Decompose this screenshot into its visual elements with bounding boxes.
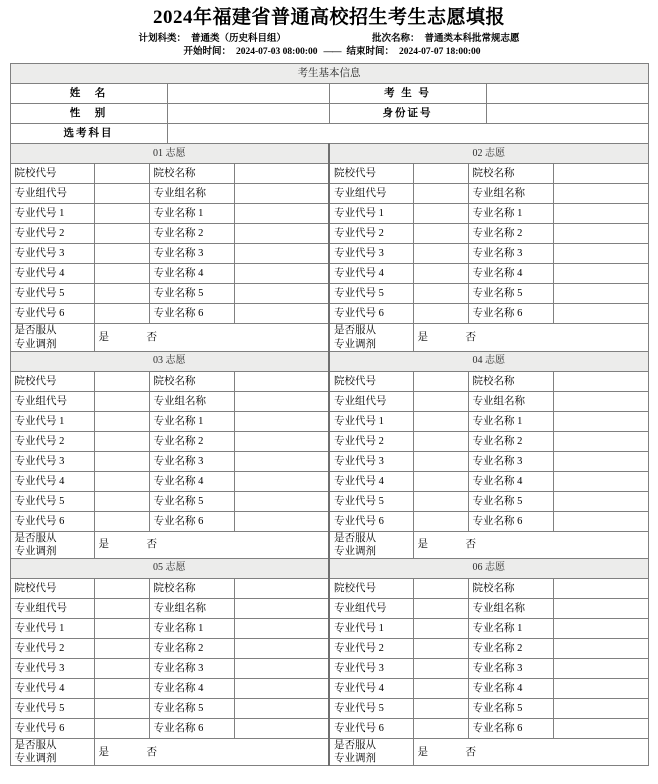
wish-06-adjust-yes-option[interactable]: 是	[417, 746, 428, 758]
wish-field-row	[10, 411, 648, 431]
wish-04-major-code-6-value[interactable]	[413, 511, 468, 531]
wish-title-01: 01 志愿	[10, 144, 329, 164]
wish-01-adjust-yes-option[interactable]: 是	[98, 332, 109, 344]
wish-field-row	[10, 678, 648, 698]
end-time-value: 2024-07-07 18:00:00	[399, 46, 481, 57]
wish-06-major-name-2-value[interactable]	[553, 638, 648, 658]
wish-04-major-name-4-label: 专业名称 4	[468, 471, 553, 491]
wish-title-05: 05 志愿	[10, 558, 329, 578]
wish-04-school-name-value[interactable]	[553, 371, 648, 391]
wish-04-major-name-1-label: 专业名称 1	[468, 411, 553, 431]
wish-04-major-code-4-value[interactable]	[413, 471, 468, 491]
wish-02-adjust-label	[329, 324, 413, 351]
wish-04-major-name-5-label: 专业名称 5	[468, 491, 553, 511]
wish-04-major-code-2-label: 专业代号 2	[329, 431, 413, 451]
page-title: 2024年福建省普通高校招生考生志愿填报	[152, 7, 505, 28]
wish-05-school-code-value[interactable]	[94, 578, 149, 598]
wish-03-major-name-6-label: 专业名称 6	[149, 511, 234, 531]
wish-06-group-code-value[interactable]	[413, 598, 468, 618]
wish-05-major-code-5-value[interactable]	[94, 698, 149, 718]
wish-05-major-name-5-value[interactable]	[234, 698, 329, 718]
wish-03-major-name-2-value[interactable]	[234, 431, 329, 451]
wish-01-major-code-4-label: 专业代号 4	[10, 264, 94, 284]
wish-03-adjust-options	[94, 531, 329, 558]
wish-02-school-code-label: 院校代号	[329, 164, 413, 184]
wish-02-group-code-value[interactable]	[413, 184, 468, 204]
adjust-label-line2: 专业调剂	[334, 338, 376, 350]
wish-03-adjust-label	[10, 531, 94, 558]
wish-02-major-name-4-label: 专业名称 4	[468, 264, 553, 284]
wish-06-adjust-options	[413, 738, 648, 765]
wish-02-major-code-2-label: 专业代号 2	[329, 224, 413, 244]
wish-field-row	[10, 184, 648, 204]
wish-04-school-name-label: 院校名称	[468, 371, 553, 391]
wish-03-adjust-no-option[interactable]: 否	[146, 539, 157, 551]
wish-05-adjust-no-option[interactable]: 否	[146, 746, 157, 758]
wish-04-adjust-no-option[interactable]: 否	[465, 539, 476, 551]
wish-06-school-code-value[interactable]	[413, 578, 468, 598]
wish-01-major-name-4-label: 专业名称 4	[149, 264, 234, 284]
wish-01-major-name-3-label: 专业名称 3	[149, 244, 234, 264]
wish-04-major-code-1-label: 专业代号 1	[329, 411, 413, 431]
wish-field-row	[10, 451, 648, 471]
wish-05-group-code-value[interactable]	[94, 598, 149, 618]
wish-03-major-code-1-label: 专业代号 1	[10, 411, 94, 431]
wish-06-major-code-4-value[interactable]	[413, 678, 468, 698]
wish-03-group-name-label: 专业组名称	[149, 391, 234, 411]
wish-01-adjust-no-option[interactable]: 否	[146, 332, 157, 344]
wish-field-row	[10, 391, 648, 411]
wish-01-major-code-1-value[interactable]	[94, 204, 149, 224]
wish-field-row	[10, 471, 648, 491]
start-time-value: 2024-07-03 08:00:00	[235, 46, 318, 57]
adjust-label-line1: 是否服从	[334, 325, 376, 337]
wish-06-adjust-no-option[interactable]: 否	[465, 746, 476, 758]
wish-01-major-name-4-value[interactable]	[234, 264, 329, 284]
adjust-label-line1: 是否服从	[334, 739, 376, 751]
wish-title-04: 04 志愿	[329, 351, 648, 371]
wish-field-row	[10, 638, 648, 658]
wish-02-major-name-5-label: 专业名称 5	[468, 284, 553, 304]
wish-05-group-name-value[interactable]	[234, 598, 329, 618]
wish-06-major-name-4-value[interactable]	[553, 678, 648, 698]
wish-01-adjust-label	[10, 324, 94, 351]
wish-field-row	[10, 511, 648, 531]
wish-03-adjust-yes-option[interactable]: 是	[98, 539, 109, 551]
wish-05-school-name-label: 院校名称	[149, 578, 234, 598]
wish-04-group-name-value[interactable]	[553, 391, 648, 411]
wish-05-major-name-1-label: 专业名称 1	[149, 618, 234, 638]
wish-field-row	[10, 164, 648, 184]
wish-title-03: 03 志愿	[10, 351, 329, 371]
wish-field-row	[10, 284, 648, 304]
wish-blocks-container	[0, 143, 658, 766]
wish-01-major-code-5-label: 专业代号 5	[10, 284, 94, 304]
wish-06-group-code-label: 专业组代号	[329, 598, 413, 618]
wish-06-major-name-4-label: 专业名称 4	[468, 678, 553, 698]
wish-03-major-code-6-value[interactable]	[94, 511, 149, 531]
wish-03-group-name-value[interactable]	[234, 391, 329, 411]
wish-04-major-name-5-value[interactable]	[553, 491, 648, 511]
wish-02-major-code-2-value[interactable]	[413, 224, 468, 244]
elective-subjects-value[interactable]	[167, 124, 648, 144]
wish-02-major-name-5-value[interactable]	[553, 284, 648, 304]
wish-05-major-code-2-label: 专业代号 2	[10, 638, 94, 658]
basic-info-row-subjects	[10, 124, 648, 144]
wish-04-major-name-3-label: 专业名称 3	[468, 451, 553, 471]
wish-03-major-code-2-label: 专业代号 2	[10, 431, 94, 451]
wish-04-major-code-4-label: 专业代号 4	[329, 471, 413, 491]
wish-06-major-name-6-label: 专业名称 6	[468, 718, 553, 738]
wish-02-major-code-5-value[interactable]	[413, 284, 468, 304]
wish-pair-table-05-06	[10, 558, 649, 766]
wish-06-school-name-value[interactable]	[553, 578, 648, 598]
plan-category-label: 计划科类：	[138, 33, 186, 44]
exam-number-label: 考 生 号	[329, 84, 486, 104]
wish-03-major-code-2-value[interactable]	[94, 431, 149, 451]
wish-04-major-code-1-value[interactable]	[413, 411, 468, 431]
wish-01-major-code-6-value[interactable]	[94, 304, 149, 324]
elective-subjects-label: 选考科目	[10, 124, 167, 144]
id-number-value[interactable]	[486, 104, 648, 124]
wish-02-school-code-value[interactable]	[413, 164, 468, 184]
wish-06-group-name-value[interactable]	[553, 598, 648, 618]
wish-05-school-code-label: 院校代号	[10, 578, 94, 598]
wish-02-major-name-4-value[interactable]	[553, 264, 648, 284]
wish-02-major-code-3-value[interactable]	[413, 244, 468, 264]
wish-03-major-code-5-label: 专业代号 5	[10, 491, 94, 511]
wish-03-major-name-5-label: 专业名称 5	[149, 491, 234, 511]
adjust-label-line2: 专业调剂	[14, 338, 57, 350]
wish-06-major-code-2-label: 专业代号 2	[329, 638, 413, 658]
wish-05-major-code-3-label: 专业代号 3	[10, 658, 94, 678]
adjust-label-line2: 专业调剂	[14, 545, 57, 557]
wish-03-major-name-3-label: 专业名称 3	[149, 451, 234, 471]
name-value[interactable]	[167, 84, 329, 104]
wish-05-major-code-4-label: 专业代号 4	[10, 678, 94, 698]
wish-06-major-code-5-label: 专业代号 5	[329, 698, 413, 718]
wish-03-school-code-value[interactable]	[94, 371, 149, 391]
wish-01-school-name-value[interactable]	[234, 164, 329, 184]
wish-04-group-code-value[interactable]	[413, 391, 468, 411]
wish-02-adjust-options	[413, 324, 648, 351]
wish-06-major-name-1-label: 专业名称 1	[468, 618, 553, 638]
wish-01-major-code-2-label: 专业代号 2	[10, 224, 94, 244]
wish-06-major-name-2-label: 专业名称 2	[468, 638, 553, 658]
wish-06-major-code-3-label: 专业代号 3	[329, 658, 413, 678]
wish-field-row	[10, 718, 648, 738]
wish-04-major-name-3-value[interactable]	[553, 451, 648, 471]
wish-field-row	[10, 491, 648, 511]
wish-06-school-name-label: 院校名称	[468, 578, 553, 598]
wish-01-major-name-3-value[interactable]	[234, 244, 329, 264]
wish-04-major-name-6-value[interactable]	[553, 511, 648, 531]
wish-02-major-code-6-value[interactable]	[413, 304, 468, 324]
wish-03-major-name-4-value[interactable]	[234, 471, 329, 491]
wish-04-adjust-label	[329, 531, 413, 558]
wish-06-major-name-5-label: 专业名称 5	[468, 698, 553, 718]
wish-05-major-name-2-value[interactable]	[234, 638, 329, 658]
wish-01-adjust-options	[94, 324, 329, 351]
adjust-label-line2: 专业调剂	[14, 753, 57, 765]
wish-04-major-name-2-label: 专业名称 2	[468, 431, 553, 451]
wish-03-major-name-3-value[interactable]	[234, 451, 329, 471]
wish-adjust-row	[10, 324, 648, 351]
adjust-label-line1: 是否服从	[14, 739, 57, 751]
wish-03-major-code-1-value[interactable]	[94, 411, 149, 431]
adjust-label-line1: 是否服从	[14, 325, 57, 337]
wish-02-major-code-1-value[interactable]	[413, 204, 468, 224]
wish-01-major-code-3-label: 专业代号 3	[10, 244, 94, 264]
wish-field-row	[10, 578, 648, 598]
wish-05-school-name-value[interactable]	[234, 578, 329, 598]
wish-03-major-code-4-value[interactable]	[94, 471, 149, 491]
wish-pair-table-03-04	[10, 351, 649, 559]
wish-02-school-name-label: 院校名称	[468, 164, 553, 184]
time-range-dash: ——	[323, 46, 341, 57]
adjust-label-line1: 是否服从	[334, 532, 376, 544]
wish-04-major-code-3-label: 专业代号 3	[329, 451, 413, 471]
wish-03-major-name-2-label: 专业名称 2	[149, 431, 234, 451]
wish-field-row	[10, 618, 648, 638]
wish-03-major-name-1-label: 专业名称 1	[149, 411, 234, 431]
wish-title-row	[10, 351, 648, 371]
wish-adjust-row	[10, 738, 648, 765]
wish-06-major-name-6-value[interactable]	[553, 718, 648, 738]
wish-05-major-name-4-label: 专业名称 4	[149, 678, 234, 698]
wish-02-major-name-3-label: 专业名称 3	[468, 244, 553, 264]
name-label: 姓 名	[10, 84, 167, 104]
wish-04-adjust-yes-option[interactable]: 是	[417, 539, 428, 551]
wish-05-adjust-yes-option[interactable]: 是	[98, 746, 109, 758]
voluntary-application-form-page	[0, 7, 658, 766]
wish-05-major-code-6-label: 专业代号 6	[10, 718, 94, 738]
wish-06-major-name-5-value[interactable]	[553, 698, 648, 718]
basic-info-table	[10, 63, 649, 144]
wish-01-major-name-1-label: 专业名称 1	[149, 204, 234, 224]
wish-02-major-code-4-label: 专业代号 4	[329, 264, 413, 284]
wish-06-major-name-3-label: 专业名称 3	[468, 658, 553, 678]
wish-06-school-code-label: 院校代号	[329, 578, 413, 598]
wish-05-major-name-4-value[interactable]	[234, 678, 329, 698]
wish-04-major-code-5-label: 专业代号 5	[329, 491, 413, 511]
wish-05-adjust-options	[94, 738, 329, 765]
wish-field-row	[10, 204, 648, 224]
wish-01-major-code-6-label: 专业代号 6	[10, 304, 94, 324]
wish-03-major-code-3-value[interactable]	[94, 451, 149, 471]
wish-06-major-code-6-label: 专业代号 6	[329, 718, 413, 738]
wish-01-school-code-label: 院校代号	[10, 164, 94, 184]
wish-01-major-name-2-value[interactable]	[234, 224, 329, 244]
wish-06-major-code-1-value[interactable]	[413, 618, 468, 638]
meta-row-time-window	[0, 46, 658, 59]
wish-02-major-code-4-value[interactable]	[413, 264, 468, 284]
wish-05-major-code-1-value[interactable]	[94, 618, 149, 638]
wish-04-major-name-6-label: 专业名称 6	[468, 511, 553, 531]
wish-05-major-name-2-label: 专业名称 2	[149, 638, 234, 658]
wish-03-group-code-value[interactable]	[94, 391, 149, 411]
wish-02-major-name-3-value[interactable]	[553, 244, 648, 264]
wish-field-row	[10, 264, 648, 284]
wish-05-major-code-3-value[interactable]	[94, 658, 149, 678]
gender-label: 性 别	[10, 104, 167, 124]
id-number-label: 身份证号	[329, 104, 486, 124]
wish-pair-table-01-02	[10, 143, 649, 351]
wish-01-major-code-1-label: 专业代号 1	[10, 204, 94, 224]
wish-05-adjust-label	[10, 738, 94, 765]
wish-01-group-code-label: 专业组代号	[10, 184, 94, 204]
adjust-label-line1: 是否服从	[14, 532, 57, 544]
wish-05-major-name-6-label: 专业名称 6	[149, 718, 234, 738]
wish-03-major-code-5-value[interactable]	[94, 491, 149, 511]
wish-02-group-name-value[interactable]	[553, 184, 648, 204]
wish-03-major-name-1-value[interactable]	[234, 411, 329, 431]
wish-02-major-name-2-value[interactable]	[553, 224, 648, 244]
basic-info-title-row	[10, 64, 648, 84]
wish-01-major-code-4-value[interactable]	[94, 264, 149, 284]
wish-04-school-code-value[interactable]	[413, 371, 468, 391]
exam-number-value[interactable]	[486, 84, 648, 104]
wish-04-major-code-3-value[interactable]	[413, 451, 468, 471]
wish-04-major-name-4-value[interactable]	[553, 471, 648, 491]
wish-01-school-code-value[interactable]	[94, 164, 149, 184]
end-time-label: 结束时间：	[346, 46, 395, 57]
wish-06-major-code-1-label: 专业代号 1	[329, 618, 413, 638]
wish-01-major-name-6-label: 专业名称 6	[149, 304, 234, 324]
wish-02-major-name-1-label: 专业名称 1	[468, 204, 553, 224]
adjust-label-line2: 专业调剂	[334, 545, 376, 557]
wish-03-school-name-label: 院校名称	[149, 371, 234, 391]
wish-04-group-name-label: 专业组名称	[468, 391, 553, 411]
wish-03-school-code-label: 院校代号	[10, 371, 94, 391]
wish-title-row	[10, 558, 648, 578]
wish-06-major-code-6-value[interactable]	[413, 718, 468, 738]
basic-info-section-title: 考生基本信息	[10, 64, 648, 84]
wish-05-major-name-1-value[interactable]	[234, 618, 329, 638]
wish-06-major-name-3-value[interactable]	[553, 658, 648, 678]
plan-category-value: 普通类（历史科目组）	[190, 33, 286, 44]
start-time-label: 开始时间：	[183, 46, 231, 57]
wish-01-major-code-2-value[interactable]	[94, 224, 149, 244]
gender-value[interactable]	[167, 104, 329, 124]
wish-field-row	[10, 224, 648, 244]
wish-06-major-code-5-value[interactable]	[413, 698, 468, 718]
wish-06-major-name-1-value[interactable]	[553, 618, 648, 638]
wish-05-major-code-4-value[interactable]	[94, 678, 149, 698]
basic-info-row-gender	[10, 104, 648, 124]
wish-title-row	[10, 144, 648, 164]
wish-05-major-name-6-value[interactable]	[234, 718, 329, 738]
wish-01-major-name-1-value[interactable]	[234, 204, 329, 224]
basic-info-row-name	[10, 84, 648, 104]
wish-06-group-name-label: 专业组名称	[468, 598, 553, 618]
wish-04-major-name-2-value[interactable]	[553, 431, 648, 451]
wish-03-major-code-6-label: 专业代号 6	[10, 511, 94, 531]
wish-04-major-code-5-value[interactable]	[413, 491, 468, 511]
wish-title-02: 02 志愿	[329, 144, 648, 164]
wish-05-major-name-3-value[interactable]	[234, 658, 329, 678]
wish-field-row	[10, 244, 648, 264]
wish-05-major-name-5-label: 专业名称 5	[149, 698, 234, 718]
wish-02-major-name-6-label: 专业名称 6	[468, 304, 553, 324]
wish-02-major-code-3-label: 专业代号 3	[329, 244, 413, 264]
wish-04-group-code-label: 专业组代号	[329, 391, 413, 411]
wish-02-major-name-2-label: 专业名称 2	[468, 224, 553, 244]
wish-field-row	[10, 598, 648, 618]
wish-02-major-code-5-label: 专业代号 5	[329, 284, 413, 304]
wish-field-row	[10, 698, 648, 718]
wish-02-group-code-label: 专业组代号	[329, 184, 413, 204]
wish-03-major-code-4-label: 专业代号 4	[10, 471, 94, 491]
wish-field-row	[10, 658, 648, 678]
wish-01-group-name-value[interactable]	[234, 184, 329, 204]
wish-06-adjust-label	[329, 738, 413, 765]
wish-01-major-name-6-value[interactable]	[234, 304, 329, 324]
wish-06-major-code-2-value[interactable]	[413, 638, 468, 658]
wish-03-major-name-4-label: 专业名称 4	[149, 471, 234, 491]
wish-01-school-name-label: 院校名称	[149, 164, 234, 184]
wish-04-major-code-6-label: 专业代号 6	[329, 511, 413, 531]
wish-04-major-code-2-value[interactable]	[413, 431, 468, 451]
wish-03-major-code-3-label: 专业代号 3	[10, 451, 94, 471]
wish-01-group-code-value[interactable]	[94, 184, 149, 204]
wish-02-major-code-6-label: 专业代号 6	[329, 304, 413, 324]
wish-03-major-name-5-value[interactable]	[234, 491, 329, 511]
wish-02-adjust-yes-option[interactable]: 是	[417, 332, 428, 344]
wish-01-major-code-5-value[interactable]	[94, 284, 149, 304]
wish-01-major-code-3-value[interactable]	[94, 244, 149, 264]
wish-01-major-name-5-label: 专业名称 5	[149, 284, 234, 304]
wish-field-row	[10, 371, 648, 391]
wish-03-major-name-6-value[interactable]	[234, 511, 329, 531]
wish-06-major-code-4-label: 专业代号 4	[329, 678, 413, 698]
wish-05-major-name-3-label: 专业名称 3	[149, 658, 234, 678]
wish-06-major-code-3-value[interactable]	[413, 658, 468, 678]
wish-field-row	[10, 304, 648, 324]
wish-01-major-name-2-label: 专业名称 2	[149, 224, 234, 244]
wish-01-group-name-label: 专业组名称	[149, 184, 234, 204]
wish-05-group-name-label: 专业组名称	[149, 598, 234, 618]
meta-row-category-batch	[0, 33, 658, 46]
wish-02-group-name-label: 专业组名称	[468, 184, 553, 204]
adjust-label-line2: 专业调剂	[334, 753, 376, 765]
wish-01-major-name-5-value[interactable]	[234, 284, 329, 304]
wish-05-group-code-label: 专业组代号	[10, 598, 94, 618]
wish-field-row	[10, 431, 648, 451]
wish-03-group-code-label: 专业组代号	[10, 391, 94, 411]
batch-name-value: 普通类本科批常规志愿	[424, 33, 520, 44]
wish-04-school-code-label: 院校代号	[329, 371, 413, 391]
batch-name-label: 批次名称：	[372, 33, 420, 44]
wish-02-school-name-value[interactable]	[553, 164, 648, 184]
wish-03-school-name-value[interactable]	[234, 371, 329, 391]
wish-02-major-name-6-value[interactable]	[553, 304, 648, 324]
wish-04-adjust-options	[413, 531, 648, 558]
wish-02-major-code-1-label: 专业代号 1	[329, 204, 413, 224]
wish-adjust-row	[10, 531, 648, 558]
wish-title-06: 06 志愿	[329, 558, 648, 578]
wish-02-adjust-no-option[interactable]: 否	[465, 332, 476, 344]
wish-02-major-name-1-value[interactable]	[553, 204, 648, 224]
wish-05-major-code-5-label: 专业代号 5	[10, 698, 94, 718]
wish-05-major-code-6-value[interactable]	[94, 718, 149, 738]
wish-05-major-code-1-label: 专业代号 1	[10, 618, 94, 638]
wish-05-major-code-2-value[interactable]	[94, 638, 149, 658]
wish-04-major-name-1-value[interactable]	[553, 411, 648, 431]
